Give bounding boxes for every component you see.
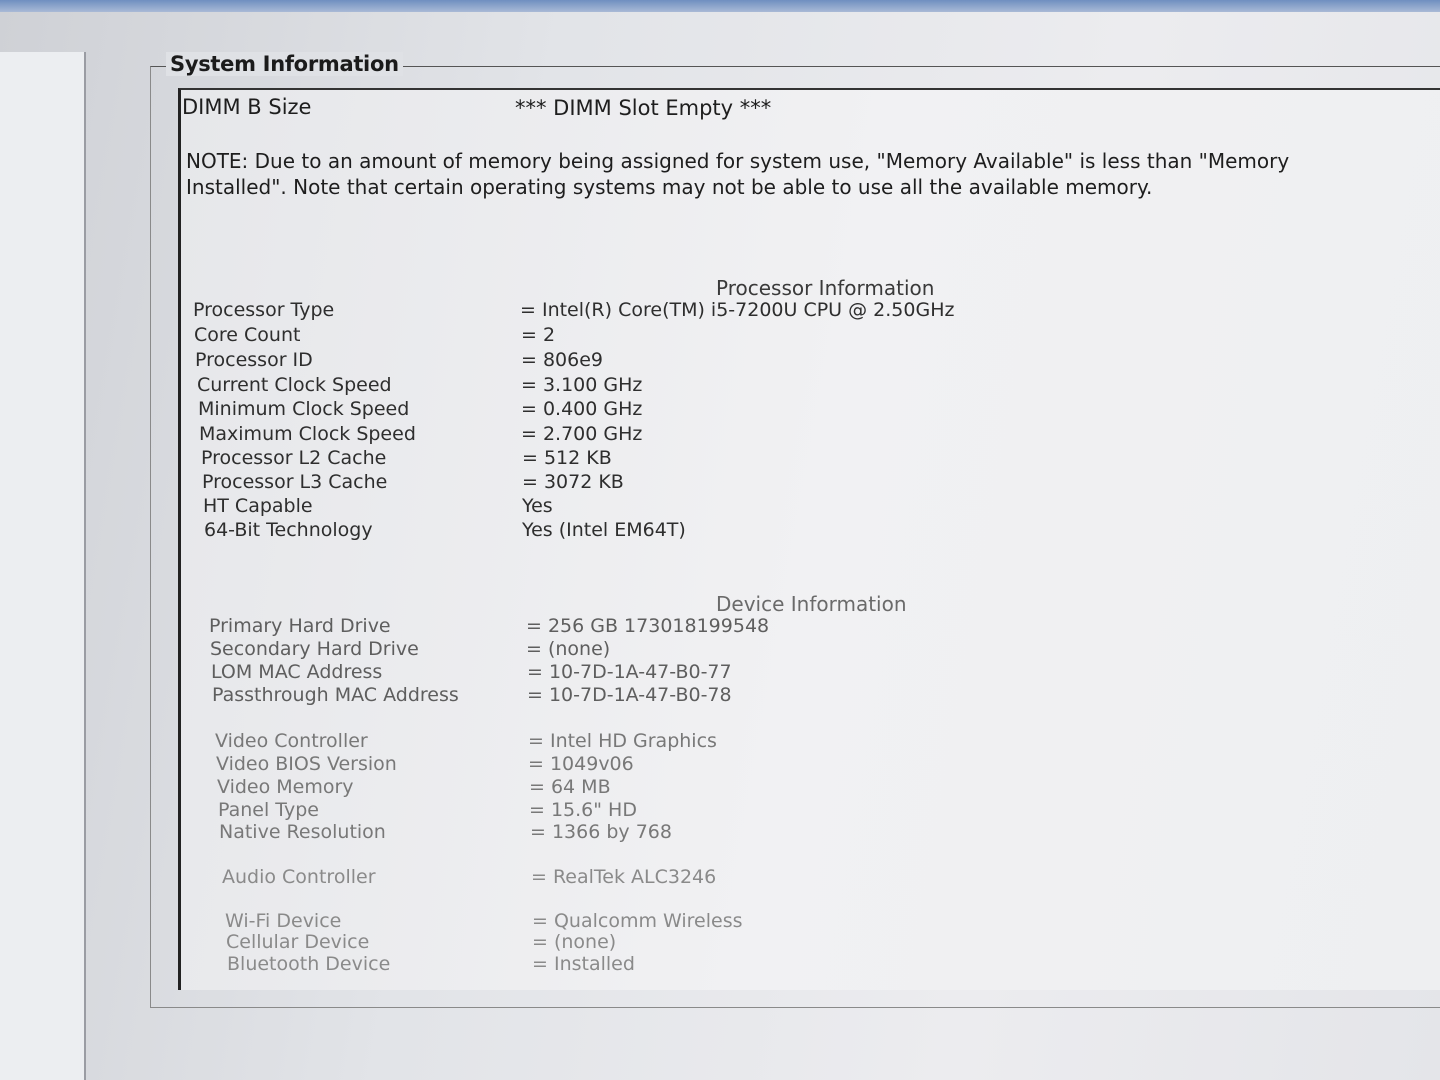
window-top-strip xyxy=(0,0,1440,12)
processor-l3-cache-label: Processor L3 Cache xyxy=(202,471,388,493)
processor-information-heading: Processor Information xyxy=(716,276,935,300)
current-clock-speed-value: = 3.100 GHz xyxy=(521,374,643,396)
native-resolution-value: = 1366 by 768 xyxy=(530,821,672,843)
audio-controller-value: = RealTek ALC3246 xyxy=(531,866,717,888)
cellular-device-label: Cellular Device xyxy=(226,931,370,953)
audio-controller-label: Audio Controller xyxy=(222,866,376,888)
video-controller-value: = Intel HD Graphics xyxy=(528,730,717,752)
primary-hard-drive-value: = 256 GB 173018199548 xyxy=(526,615,770,637)
settings-navigation-pane[interactable] xyxy=(0,52,86,1080)
lom-mac-address-label: LOM MAC Address xyxy=(211,661,383,683)
passthrough-mac-address-value: = 10-7D-1A-47-B0-78 xyxy=(527,684,732,706)
dimm-b-size-value: *** DIMM Slot Empty *** xyxy=(515,96,772,120)
panel-type-label: Panel Type xyxy=(218,799,319,821)
bluetooth-device-value: = Installed xyxy=(532,953,635,975)
maximum-clock-speed-value: = 2.700 GHz xyxy=(521,423,643,445)
video-bios-version-label: Video BIOS Version xyxy=(216,753,397,775)
dimm-b-size-label: DIMM B Size xyxy=(182,95,312,119)
processor-id-value: = 806e9 xyxy=(521,349,604,371)
maximum-clock-speed-label: Maximum Clock Speed xyxy=(199,423,416,445)
ht-capable-label: HT Capable xyxy=(203,495,313,517)
wifi-device-value: = Qualcomm Wireless xyxy=(532,910,743,932)
wifi-device-label: Wi-Fi Device xyxy=(225,910,342,932)
current-clock-speed-label: Current Clock Speed xyxy=(197,374,392,396)
64-bit-technology-label: 64-Bit Technology xyxy=(204,519,373,541)
core-count-label: Core Count xyxy=(194,324,301,346)
processor-type-label: Processor Type xyxy=(193,299,335,321)
processor-l2-cache-value: = 512 KB xyxy=(522,447,612,469)
processor-id-label: Processor ID xyxy=(195,349,313,371)
minimum-clock-speed-value: = 0.400 GHz xyxy=(521,398,643,420)
video-controller-label: Video Controller xyxy=(215,730,368,752)
passthrough-mac-address-label: Passthrough MAC Address xyxy=(212,684,459,706)
video-memory-label: Video Memory xyxy=(217,776,354,798)
minimum-clock-speed-label: Minimum Clock Speed xyxy=(198,398,410,420)
processor-l2-cache-label: Processor L2 Cache xyxy=(201,447,387,469)
processor-type-value: = Intel(R) Core(TM) i5-7200U CPU @ 2.50GHz xyxy=(520,299,955,321)
video-bios-version-value: = 1049v06 xyxy=(528,753,634,775)
cellular-device-value: = (none) xyxy=(532,931,617,953)
processor-l3-cache-value: = 3072 KB xyxy=(522,471,624,493)
secondary-hard-drive-label: Secondary Hard Drive xyxy=(210,638,419,660)
memory-note: NOTE: Due to an amount of memory being assigned for system use, "Memory Available" is less than "Memory Installed". Note that certain operating systems may not be able to use all the available memory. xyxy=(186,149,1290,199)
secondary-hard-drive-value: = (none) xyxy=(526,638,611,660)
primary-hard-drive-label: Primary Hard Drive xyxy=(209,615,391,637)
lom-mac-address-value: = 10-7D-1A-47-B0-77 xyxy=(527,661,732,683)
video-memory-value: = 64 MB xyxy=(529,776,611,798)
64-bit-technology-value: Yes (Intel EM64T) xyxy=(522,519,686,541)
device-information-heading: Device Information xyxy=(716,592,907,616)
core-count-value: = 2 xyxy=(521,324,556,346)
ht-capable-value: Yes xyxy=(522,495,553,517)
bluetooth-device-label: Bluetooth Device xyxy=(227,953,391,975)
native-resolution-label: Native Resolution xyxy=(219,821,386,843)
group-title: System Information xyxy=(166,52,403,76)
panel-type-value: = 15.6" HD xyxy=(529,799,637,821)
